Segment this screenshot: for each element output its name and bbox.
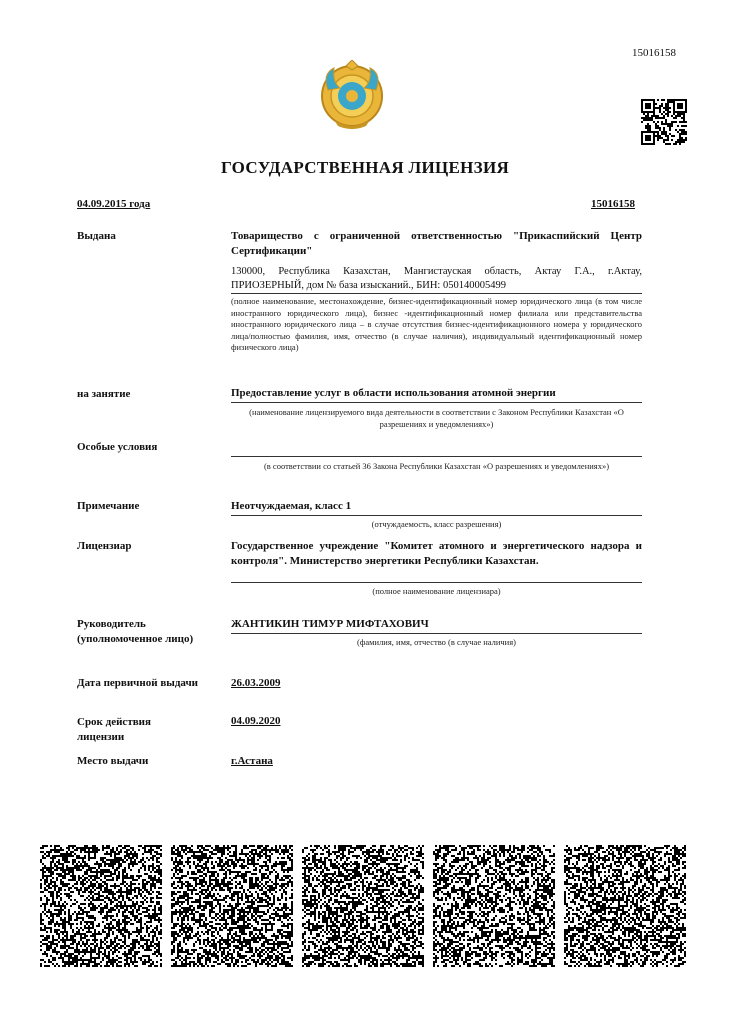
activity-label: на занятие [77,388,131,400]
first-issue-label: Дата первичной выдачи [77,677,199,689]
note-hint: (отчуждаемость, класс разрешения) [371,519,502,529]
special-conditions-label: Особые условия [77,441,158,453]
barcode-2 [171,845,293,967]
document-number-top: 15016158 [632,47,676,59]
barcode-4 [433,845,555,967]
issued-underline [231,293,642,294]
state-emblem [318,60,386,130]
licensor-value: Государственное учреждение "Комитет атомного и энергетического надзора и контроля". Министерство энергетики Республики Казахстан. [231,540,642,567]
place-label: Место выдачи [77,755,149,767]
special-conditions-underline [231,456,642,457]
barcode-5 [564,845,686,967]
licensor-label: Лицензиар [77,540,132,552]
head-underline [231,633,642,634]
document-title: ГОСУДАРСТВЕННАЯ ЛИЦЕНЗИЯ [220,158,510,177]
head-label-sub: (уполномоченное лицо) [77,633,194,645]
special-conditions-hint: (в соответствии со статьей 36 Закона Республики Казахстан «О разрешениях и уведомлениях») [263,461,610,471]
note-label: Примечание [77,500,140,512]
head-label: Руководитель [77,618,146,630]
issued-label: Выдана [77,230,116,242]
licensor-hint: (полное наименование лицензиара) [372,586,501,596]
issued-address: 130000, Республика Казахстан, Мангистауская область, Актау Г.А., г.Актау, ПРИОЗЕРНЫЙ, дом № база изысканий., БИН: 050140005499 [231,266,642,291]
place-value: г.Астана [231,755,273,767]
issued-hint: (полное наименование, местонахождение, бизнес-идентификационный номер юридического лица (в том числе иностранного юридического лица), бизнес -идентификационный номер филиала или представительства иностранного юридического лица – в случае отсутствия бизнес-идентификационного номера у юридического лица/полностью фамилия, имя, отчество (в случае наличия), индивидуальный идентификационный номер физического лица) [231,296,642,352]
qr-code-top [641,99,687,145]
barcode-3 [302,845,424,967]
head-hint: (фамилия, имя, отчество (в случае наличия) [357,637,516,647]
validity-label: Срок действия [77,716,151,728]
head-name: ЖАНТИКИН ТИМУР МИФТАХОВИЧ [231,618,429,630]
first-issue-date: 26.03.2009 [231,677,281,689]
note-underline [231,515,642,516]
validity-date: 04.09.2020 [231,715,281,727]
activity-value: Предоставление услуг в области использования атомной энергии [231,387,556,399]
licensor-underline [231,582,642,583]
barcode-1 [40,845,162,967]
license-number: 15016158 [591,198,635,210]
license-date: 04.09.2015 года [77,198,151,210]
activity-underline [231,402,642,403]
validity-label-sub: лицензии [77,731,125,743]
activity-hint: (наименование лицензируемого вида деятельности в соответствии с Законом Республики Казахстан «О разрешениях и уведомлениях») [249,407,624,429]
issued-organization: Товарищество с ограниченной ответственностью "Прикаспийский Центр Сертификации" [231,230,642,257]
note-value: Неотчуждаемая, класс 1 [231,500,352,512]
